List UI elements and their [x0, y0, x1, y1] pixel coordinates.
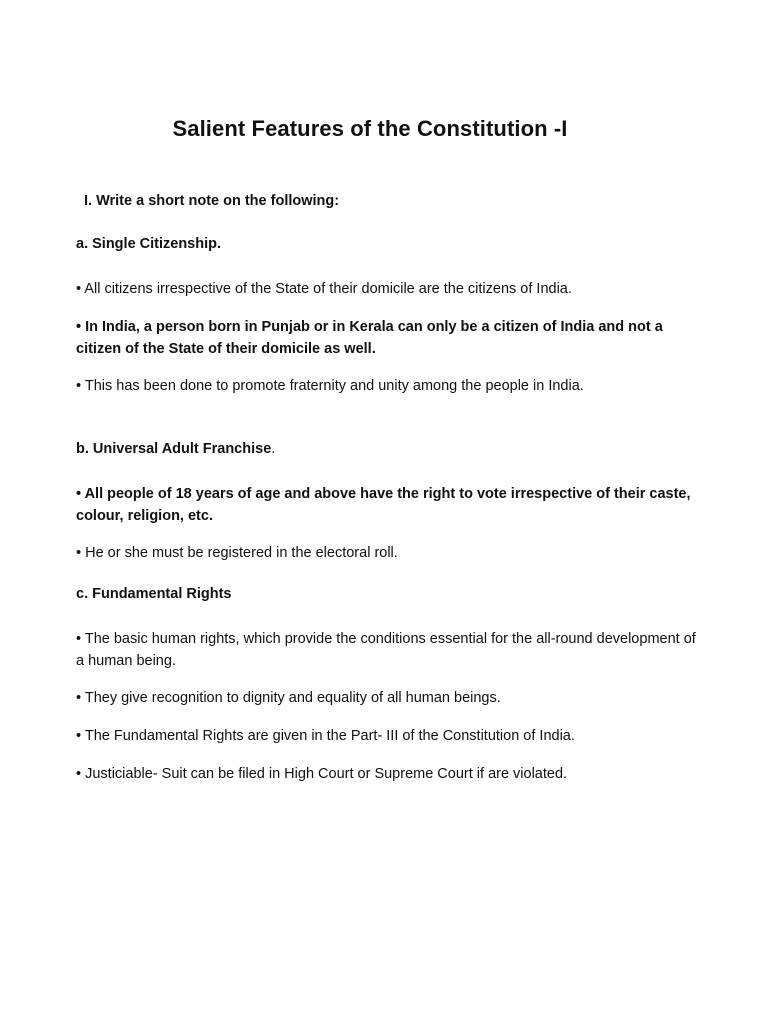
section-c-point-1: • The basic human rights, which provide the conditions essential for the all-round development of a human being.: [76, 631, 696, 669]
section-c-point-2: • They give recognition to dignity and equality of all human beings.: [76, 690, 501, 706]
section-b-point-2: • He or she must be registered in the electoral roll.: [76, 545, 398, 561]
section-c-heading: c. Fundamental Rights: [76, 586, 232, 602]
section-b-heading: [76, 441, 275, 457]
document-title: Salient Features of the Constitution -I: [172, 116, 568, 141]
section-a-heading: a. Single Citizenship.: [76, 236, 222, 252]
section-b-point-1: • All people of 18 years of age and above have the right to vote irrespective of their caste, colour, religion, etc.: [76, 486, 691, 524]
section-a-point-1: • All citizens irrespective of the State of their domicile are the citizens of India.: [76, 281, 572, 297]
section-c-point-4: • Justiciable- Suit can be filed in High Court or Supreme Court if are violated.: [76, 766, 568, 782]
section-b-heading-period: .: [271, 441, 276, 457]
section-a-point-2: • In India, a person born in Punjab or in Kerala can only be a citizen of India and not a citizen of the State of their domicile as well.: [76, 319, 663, 357]
section-c-point-3: • The Fundamental Rights are given in the Part- III of the Constitution of India.: [76, 728, 575, 744]
question-heading: I. Write a short note on the following:: [84, 193, 340, 209]
section-b-heading-text: b. Universal Adult Franchise: [76, 441, 272, 457]
section-a-point-3: • This has been done to promote fraternity and unity among the people in India.: [76, 378, 584, 394]
